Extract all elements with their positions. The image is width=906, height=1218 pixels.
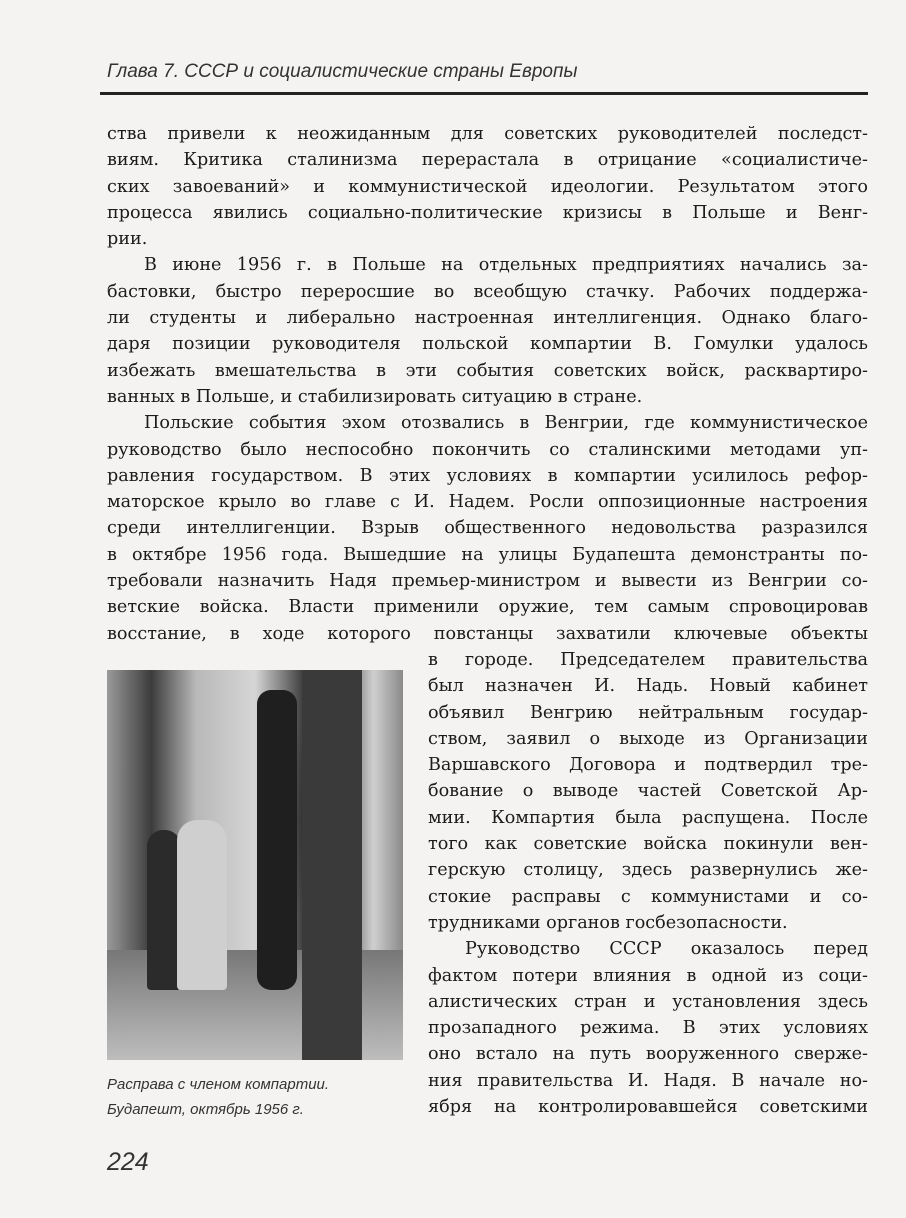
text-line: в октябре 1956 года. Вышедшие на улицы Будапешта демонстранты по- (107, 544, 868, 565)
text-line: алистических стран и установления здесь (428, 991, 868, 1012)
chapter-header: Глава 7. СССР и социалистические страны Европы (107, 61, 578, 82)
text-line: восстание, в ходе которого повстанцы захватили ключевые объекты (107, 623, 868, 644)
text-line: Руководство СССР оказалось перед (465, 939, 868, 960)
text-line: ских завоеваний» и коммунистической идеологии. Результатом этого (107, 176, 868, 197)
text-line: бование о выводе частей Советской Ар- (428, 781, 868, 802)
text-line: в городе. Председателем правительства (428, 650, 868, 670)
text-line: ванных в Польше, и стабилизировать ситуацию в стране. (107, 386, 643, 407)
text-line: бастовки, быстро переросшие во всеобщую стачку. Рабочих поддержа- (107, 281, 868, 302)
text-line: оно встало на путь вооруженного сверже- (428, 1044, 868, 1065)
text-line: прозападного режима. В этих условиях (428, 1018, 868, 1039)
text-line: ли студенты и либерально настроенная интеллигенция. Однако благо- (107, 308, 868, 329)
text-line: стокие расправы с коммунистами и со- (428, 886, 868, 907)
side-text-column (428, 647, 868, 1120)
text-line: объявил Венгрию нейтральным государ- (428, 702, 868, 723)
text-line: избежать вмешательства в эти события советских войск, расквартиро- (107, 360, 868, 381)
historical-photo (107, 670, 403, 1060)
page-number: 224 (107, 1148, 149, 1176)
figure-caption-line: Расправа с членом компартии. (107, 1076, 330, 1093)
text-line: виям. Критика сталинизма перерастала в отрицание «социалистиче- (107, 150, 868, 171)
text-line: ния правительства И. Надя. В начале но- (428, 1070, 868, 1091)
text-line: того как советские войска покинули вен- (428, 834, 868, 855)
text-line: герскую столицу, здесь развернулись же- (428, 860, 868, 881)
photo-tree (302, 670, 362, 1060)
figure-caption-line: Будапешт, октябрь 1956 г. (107, 1101, 304, 1118)
text-line: требовали назначить Надя премьер-министром и вывести из Венгрии со- (107, 571, 868, 592)
photo-onlooker (177, 820, 227, 990)
main-text-column (107, 121, 868, 647)
text-line: Варшавского Договора и подтвердил тре- (428, 755, 868, 776)
photo-hanged-figure (257, 690, 297, 990)
text-line: среди интеллигенции. Взрыв общественного недовольства разразился (107, 518, 868, 539)
text-line: фактом потери влияния в одной из соци- (428, 965, 868, 986)
text-line: трудниками органов госбезопасности. (428, 912, 788, 933)
text-line: мии. Компартия была распущена. После (428, 807, 868, 828)
text-line: В июне 1956 г. в Польше на отдельных предприятиях начались за- (144, 255, 868, 276)
text-line: ветские войска. Власти применили оружие, тем самым спровоцировав (107, 597, 868, 618)
photo-onlooker (147, 830, 181, 990)
text-line: руководство было неспособно покончить со сталинскими методами уп- (107, 439, 868, 460)
text-line: рии. (107, 229, 148, 250)
text-line: равления государством. В этих условиях в компартии усилилось рефор- (107, 465, 868, 486)
text-line: процесса явились социально-политические кризисы в Польше и Венг- (107, 202, 868, 223)
text-line: маторское крыло во главе с И. Надем. Росли оппозиционные настроения (107, 492, 868, 513)
text-line: ством, заявил о выходе из Организации (428, 728, 868, 749)
header-rule (100, 92, 868, 95)
text-line: даря позиции руководителя польской компартии В. Гомулки удалось (107, 334, 868, 355)
text-line: Польские события эхом отозвались в Венгрии, где коммунистическое (144, 413, 868, 434)
text-line: ства привели к неожиданным для советских руководителей последст- (107, 124, 868, 144)
text-line: ября на контролировавшейся советскими (428, 1097, 868, 1118)
text-line: был назначен И. Надь. Новый кабинет (428, 676, 868, 697)
